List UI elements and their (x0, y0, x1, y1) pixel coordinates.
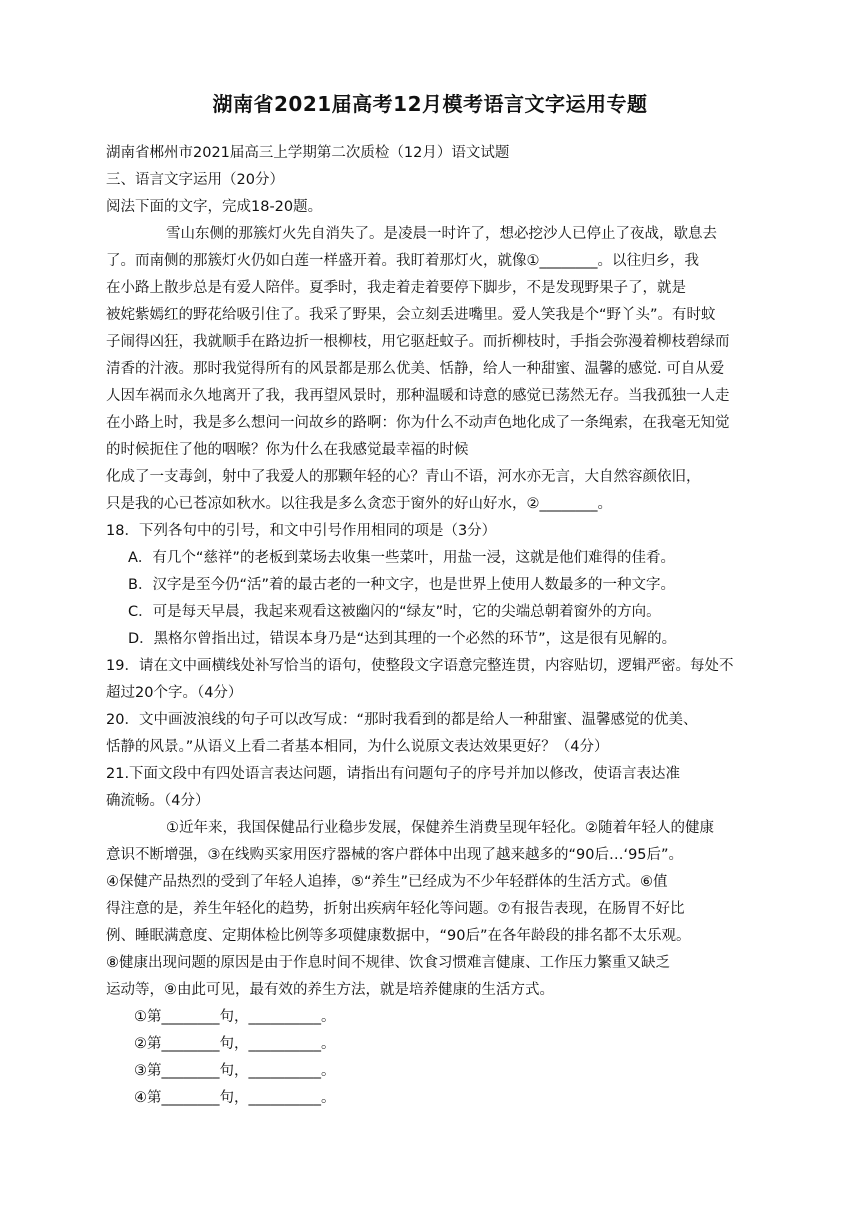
passage-line: 的时候扼住了他的咽喉？你为什么在我感觉最幸福的时候 (106, 442, 469, 458)
source-line: 湖南省郴州市2021届高三上学期第二次质检（12月）语文试题 (106, 145, 510, 161)
question-21-passage-line: 意识不断增强，③在线购买家用医疗器械的客户群体中出现了越来越多的“90后…‘95后”。 (106, 847, 684, 863)
page-title: 湖南省2021届高考12月模考语言文字运用专题 (212, 92, 648, 116)
section-heading: 三、语言文字运用（20分） (106, 172, 284, 188)
answer-line: ②第________句，__________。 (134, 1036, 336, 1052)
question-20-line: 20．文中画波浪线的句子可以改写成：“那时我看到的都是给人一种甜蜜、温馨感觉的优美、 (106, 712, 698, 728)
question-21-passage-line: ①近年来，我国保健品行业稳步发展，保健养生消费呈现年轻化。②随着年轻人的健康 (166, 820, 714, 836)
passage-line: 雪山东侧的那簇灯火先自消失了。是凌晨一时许了，想必挖沙人已停止了夜战，歇息去 (166, 226, 717, 242)
question-21-passage-line: ④保健产品热烈的受到了年轻人追捧，⑤“养生”已经成为不少年轻群体的生活方式。⑥值 (106, 874, 668, 890)
passage-line: 在小路上时，我是多么想问一问故乡的路啊：你为什么不动声色地化成了一条绳索，在我毫无知觉 (106, 415, 730, 431)
question-21-passage-line: 运动等，⑨由此可见，最有效的养生方法，就是培养健康的生活方式。 (106, 982, 554, 998)
passage-line: 了。而南侧的那簇灯火仍如白莲一样盛开着。我盯着那灯火，就像①________。以往归乡，我 (106, 253, 699, 269)
question-21-passage-line: 例、睡眠满意度、定期体检比例等多项健康数据中，“90后”在各年龄段的排名都不太乐观。 (106, 928, 691, 944)
question-18-option-d: D．黑格尔曾指出过，错误本身乃是“达到其理的一个必然的环节”，这是很有见解的。 (128, 631, 677, 647)
question-21-passage-line: ⑧健康出现问题的原因是由于作息时间不规律、饮食习惯难言健康、工作压力繁重又缺乏 (106, 955, 670, 971)
question-18-option-c: C．可是每天早晨，我起来观看这被幽闪的“绿友”时，它的尖端总朝着窗外的方向。 (128, 604, 661, 620)
answer-line: ③第________句，__________。 (134, 1063, 336, 1079)
question-21-line: 确流畅。（4分） (106, 793, 210, 809)
passage-line: 子闹得凶狂，我就顺手在路边折一根柳枝，用它驱赶蚊子。而折柳枝时，手指会弥漫着柳枝碧绿而 (106, 334, 730, 350)
passage-line: 被姹紫嫣红的野花给吸引住了。我采了野果，会立刻丢进嘴里。爱人笑我是个“野丫头”。有时蚊 (106, 307, 716, 323)
answer-line: ①第________句，__________。 (134, 1009, 336, 1025)
question-18-stem: 18．下列各句中的引号，和文中引号作用相同的项是（3分） (106, 523, 497, 539)
question-19-line: 超过20个字。（4分） (106, 685, 243, 701)
question-19-line: 19．请在文中画横线处补写恰当的语句，使整段文字语意完整连贯，内容贴切，逻辑严密。每处不 (106, 658, 734, 674)
passage-line: 清香的汁液。那时我觉得所有的风景都是那么优美、恬静，给人一种甜蜜、温馨的感觉. 可自从爱 (106, 361, 725, 377)
instruction-line: 阅法下面的文字，完成18-20题。 (106, 199, 323, 215)
passage-line: 只是我的心已苍凉如秋水。以往我是多么贪恋于窗外的好山好水，②________。 (106, 496, 612, 512)
passage-line: 在小路上散步总是有爱人陪伴。夏季时，我走着走着要停下脚步，不是发现野果子了，就是 (106, 280, 686, 296)
question-21-passage-line: 得注意的是，养生年轻化的趋势，折射出疾病年轻化等问题。⑦有报告表现，在肠胃不好比 (106, 901, 685, 917)
answer-line: ④第________句，__________。 (134, 1090, 336, 1106)
question-20-line: 恬静的风景。”从语义上看二者基本相同，为什么说原文表达效果更好？（4分） (106, 739, 609, 755)
question-21-line: 21.下面文段中有四处语言表达问题，请指出有问题句子的序号并加以修改，使语言表达准 (106, 766, 681, 782)
passage-line: 化成了一支毒剑，射中了我爱人的那颗年轻的心？青山不语，河水亦无言，大自然容颜依旧， (106, 469, 701, 485)
question-18-option-b: B．汉字是至今仍“活”着的最古老的一种文字，也是世界上使用人数最多的一种文字。 (128, 577, 675, 593)
question-18-option-a: A．有几个“慈祥”的老板到菜场去收集一些菜叶，用盐一浸，这就是他们难得的佳肴。 (128, 550, 675, 566)
passage-line: 人因车祸而永久地离开了我，我再望风景时，那种温暖和诗意的感觉已荡然无存。当我孤独一人走 (106, 388, 730, 404)
